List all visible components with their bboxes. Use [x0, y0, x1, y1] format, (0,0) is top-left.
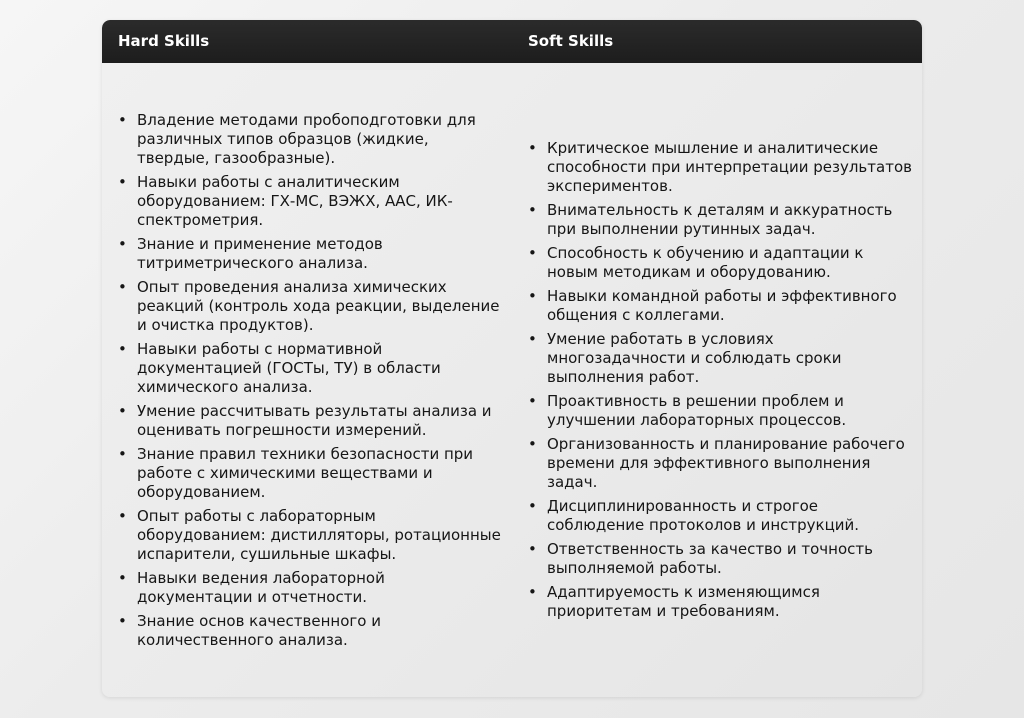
soft-skill-item: • Способность к обучению и адаптации к новым методикам и оборудованию. — [526, 244, 912, 282]
table-header — [102, 20, 922, 63]
soft-skills-list — [526, 139, 912, 621]
hard-skill-item: • Знание правил техники безопасности при работе с химическими веществами и оборудованием. — [116, 445, 502, 502]
header-hard-skills: Hard Skills — [118, 32, 210, 50]
hard-skill-item: • Владение методами пробоподготовки для различных типов образцов (жидкие, твердые, газообразные). — [116, 111, 502, 168]
hard-skill-item: • Опыт работы с лабораторным оборудованием: дистилляторы, ротационные испарители, сушильные шкафы. — [116, 507, 502, 564]
hard-skill-item: • Знание основ качественного и количественного анализа. — [116, 612, 502, 650]
soft-skill-item: • Дисциплинированность и строгое соблюдение протоколов и инструкций. — [526, 497, 912, 535]
soft-skill-item: • Адаптируемость к изменяющимся приоритетам и требованиям. — [526, 583, 912, 621]
soft-skills-column — [512, 63, 922, 697]
soft-skill-item: • Проактивность в решении проблем и улучшении лабораторных процессов. — [526, 392, 912, 430]
soft-skill-item: • Ответственность за качество и точность выполняемой работы. — [526, 540, 912, 578]
soft-skill-item: • Критическое мышление и аналитические способности при интерпретации результатов экспериментов. — [526, 139, 912, 196]
hard-skill-item: • Навыки работы с нормативной документацией (ГОСТы, ТУ) в области химического анализа. — [116, 340, 502, 397]
hard-skill-item: • Навыки ведения лабораторной документации и отчетности. — [116, 569, 502, 607]
soft-skill-item: • Внимательность к деталям и аккуратность при выполнении рутинных задач. — [526, 201, 912, 239]
hard-skills-list — [116, 111, 502, 650]
hard-skill-item: • Умение рассчитывать результаты анализа и оценивать погрешности измерений. — [116, 402, 502, 440]
hard-skill-item: • Навыки работы с аналитическим оборудованием: ГХ-МС, ВЭЖХ, ААС, ИК-спектрометрия. — [116, 173, 502, 230]
hard-skill-item: • Опыт проведения анализа химических реакций (контроль хода реакции, выделение и очистка продуктов). — [116, 278, 502, 335]
header-soft-skills: Soft Skills — [528, 32, 614, 50]
hard-skills-column — [102, 63, 512, 697]
table-body — [102, 63, 922, 697]
skills-table — [102, 20, 922, 697]
soft-skill-item: • Умение работать в условиях многозадачности и соблюдать сроки выполнения работ. — [526, 330, 912, 387]
soft-skill-item: • Навыки командной работы и эффективного общения с коллегами. — [526, 287, 912, 325]
soft-skill-item: • Организованность и планирование рабочего времени для эффективного выполнения задач. — [526, 435, 912, 492]
hard-skill-item: • Знание и применение методов титриметрического анализа. — [116, 235, 502, 273]
